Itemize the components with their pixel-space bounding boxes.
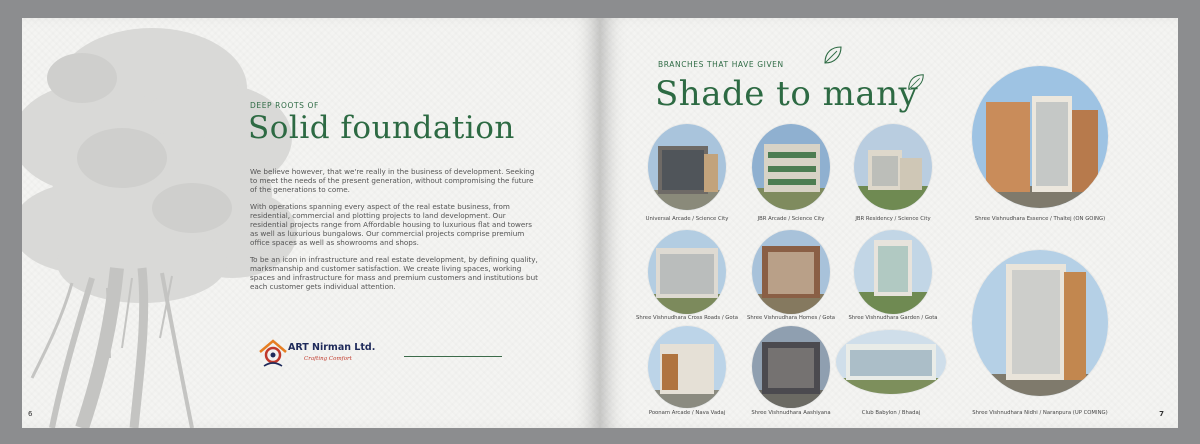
project-photo <box>752 230 830 314</box>
leaf-icon <box>822 44 844 66</box>
project-photo <box>752 124 830 210</box>
project-photo <box>854 230 932 314</box>
intro-copy <box>250 168 540 300</box>
left-kicker: DEEP ROOTS OF <box>250 101 319 110</box>
left-title: Solid foundation <box>248 110 515 146</box>
company-logo <box>256 336 406 376</box>
paragraph: We believe however, that we're really in the business of development. Seeking to meet the needs of the present generation, without compromising the future of the generations to come. <box>250 167 535 194</box>
project-photo <box>972 250 1108 396</box>
project-caption: Shree Vishnudhara Essence / Thaltej (ON GOING) <box>974 216 1106 222</box>
leaf-icon <box>906 72 926 92</box>
divider <box>404 356 502 357</box>
project-caption: Shree Vishnudhara Homes / Gota <box>746 315 836 321</box>
project-caption: JBR Arcade / Science City <box>757 216 825 222</box>
logo-brand: ART Nirman Ltd. <box>288 342 376 353</box>
project-caption: Shree Vishnudhara Cross Roads / Gota <box>636 315 738 321</box>
logo-tagline: Crafting Comfort <box>304 356 352 362</box>
paragraph: To be an icon in infrastructure and real estate development, by defining quality, marksmanship and customer satisfaction. We create living spaces, working spaces and infrastructure for mass and premium customers and institutions but each customer gets individual attention. <box>250 255 538 291</box>
page-number: 6 <box>28 410 33 418</box>
right-page <box>600 18 1178 428</box>
project-photo <box>648 326 726 408</box>
project-photo <box>972 66 1108 208</box>
project-photo <box>836 330 946 394</box>
left-page <box>22 18 600 428</box>
project-caption: Shree Vishnudhara Garden / Gota <box>848 315 938 321</box>
project-photo <box>752 326 830 408</box>
page-number: 7 <box>1159 410 1164 418</box>
project-caption: Club Babylon / Bhadaj <box>861 410 921 416</box>
project-photo <box>648 124 726 210</box>
project-caption: JBR Residency / Science City <box>855 216 931 222</box>
paragraph: With operations spanning every aspect of the real estate business, from residential, commercial and plotting projects to land development. Our residential projects range from Affordable housing to luxurious flat and towers as well as luxurious bungalows. Our commercial projects comprise premium office spaces as well as showrooms and shops. <box>250 202 533 247</box>
right-title: Shade to many <box>655 74 919 114</box>
project-photo <box>854 124 932 210</box>
house-logo-icon <box>256 336 290 370</box>
right-kicker: BRANCHES THAT HAVE GIVEN <box>658 60 784 69</box>
project-caption: Poonam Arcade / Nava Vadaj <box>648 410 726 416</box>
project-caption: Shree Vishnudhara Aashiyana <box>751 410 831 416</box>
project-caption: Shree Vishnudhara Nidhi / Naranpura (UP COMING) <box>972 410 1108 416</box>
project-photo <box>648 230 726 314</box>
project-caption: Universal Arcade / Science City <box>645 216 729 222</box>
